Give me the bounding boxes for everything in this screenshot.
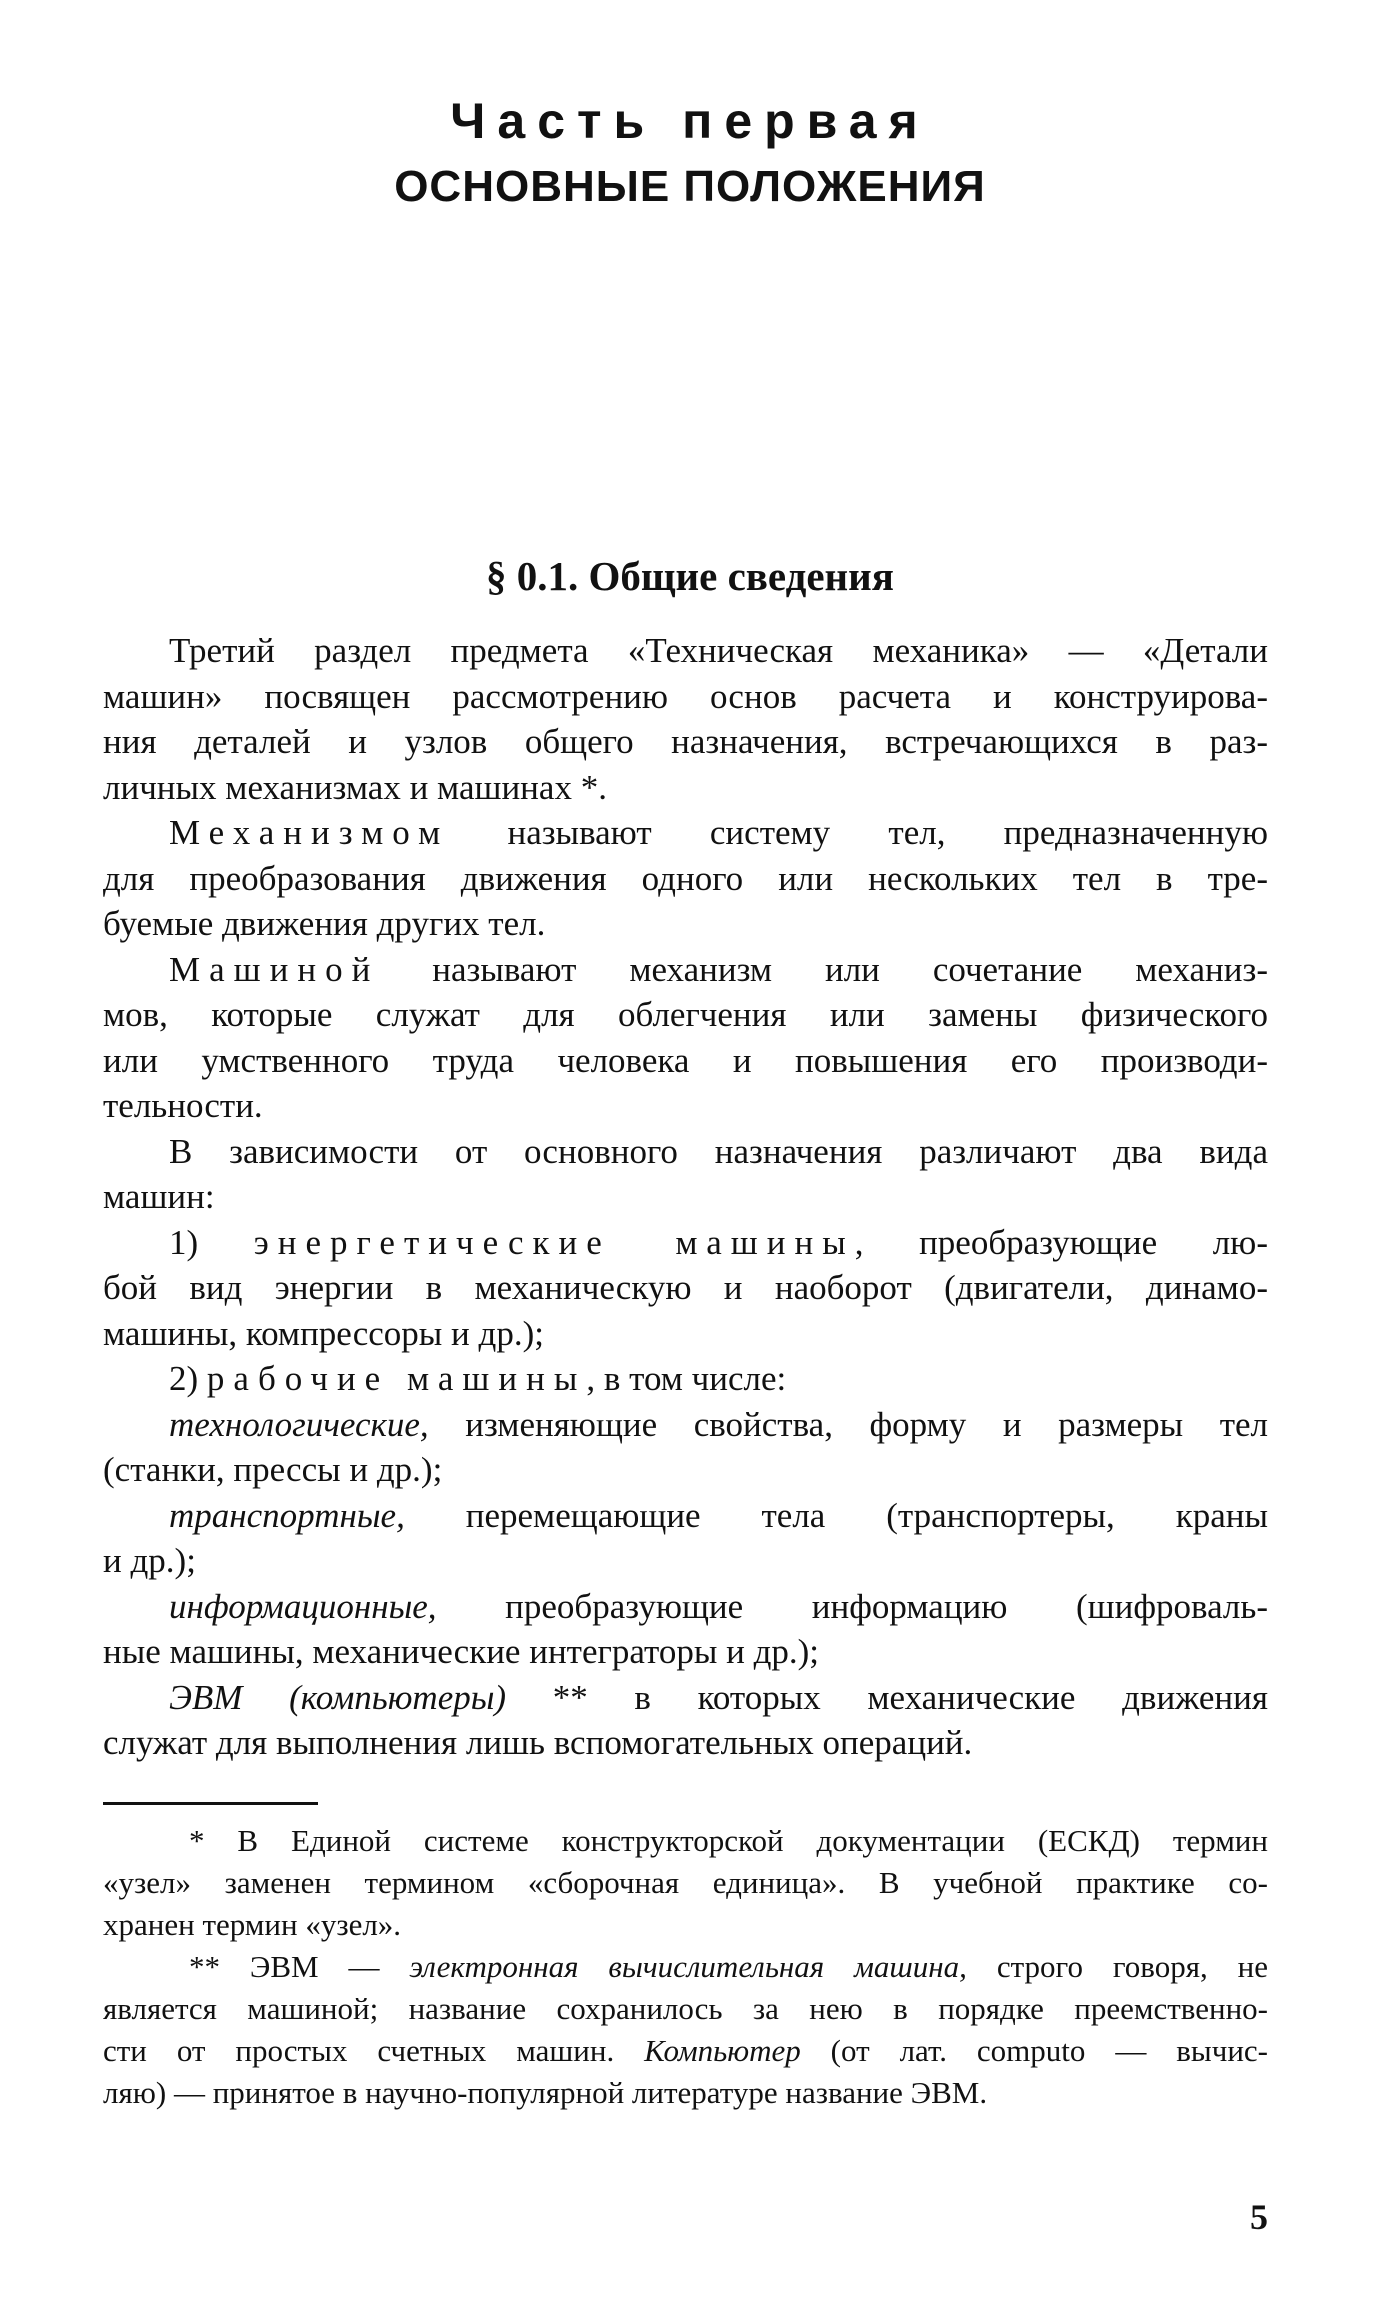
footnote-separator — [103, 1802, 318, 1805]
text-line: тельности. — [103, 1086, 263, 1125]
sublist-item-information — [103, 1584, 1268, 1675]
text-fragment: перемещающие тела (транспортеры, краны — [404, 1495, 1268, 1535]
footnote-line: ляю) — принятое в научно-популярной литературе название ЭВМ. — [103, 2075, 988, 2110]
text-line: (станки, прессы и др.); — [103, 1450, 443, 1489]
text-line: машин» посвящен рассмотрению основ расчета и конструирова- — [103, 676, 1268, 716]
text-line: мов, которые служат для облегчения или замены физического — [103, 995, 1268, 1034]
text-line: Третий раздел предмета «Техническая механика» — «Детали — [169, 631, 1268, 670]
sublist-item-computers — [103, 1675, 1268, 1766]
text-line — [103, 947, 1268, 993]
paragraph-machine-definition — [103, 947, 1268, 1129]
section-title: § 0.1. Общие сведения — [486, 553, 894, 599]
text-fragment: , в том числе: — [586, 1359, 787, 1398]
footnote-line — [103, 1946, 1268, 1988]
term-evm-expansion: электронная вычислительная машина, — [409, 1949, 967, 1984]
text-line: ные машины, механические интеграторы и др.); — [103, 1632, 820, 1671]
term-mechanism: Механизмом — [169, 813, 450, 852]
text-fragment: ** ЭВМ — — [189, 1949, 410, 1984]
term-working-machines: рабочие машины — [206, 1359, 587, 1398]
footnote-line: «узел» заменен термином «сборочная единица». В учебной практике со- — [103, 1865, 1268, 1900]
footnote-1 — [103, 1820, 1268, 1946]
term-machine: Машиной — [169, 949, 380, 989]
page-number: 5 — [1250, 2197, 1268, 2237]
footnote-line: является машиной; название сохранилось за нею в порядке преемственно- — [103, 1991, 1268, 2026]
footnote-line: хранен термин «узел». — [103, 1907, 402, 1942]
text-fragment: строго говоря, не — [966, 1949, 1268, 1984]
footnotes — [103, 1820, 1268, 2114]
sublist-item-technological — [103, 1402, 1268, 1493]
text-line: личных механизмах и машинах *. — [103, 767, 607, 807]
paragraph-types-intro — [103, 1129, 1268, 1220]
text-line: и др.); — [103, 1541, 196, 1580]
list-item-energy-machines — [103, 1220, 1268, 1357]
term-energy-machines: энергетические машины — [253, 1222, 855, 1262]
text-fragment: ** в которых механические движения — [506, 1677, 1268, 1717]
text-fragment: , преобразующие лю- — [854, 1222, 1268, 1262]
text-line: машины, компрессоры и др.); — [103, 1313, 544, 1353]
term-computers: ЭВМ (компьютеры) — [169, 1677, 507, 1717]
text-line — [103, 1402, 1268, 1448]
text-fragment: изменяющие свойства, форму и размеры тел — [428, 1404, 1268, 1444]
text-line: для преобразования движения одного или нескольких тел в тре- — [103, 858, 1268, 898]
list-item-working-machines — [103, 1356, 1268, 1402]
text-line — [103, 1356, 1268, 1402]
text-fragment: называют систему тел, предназначенную — [449, 813, 1268, 852]
part-title: Часть первая — [450, 93, 930, 149]
text-fragment: (от лат. computo — вычис- — [800, 2033, 1268, 2068]
footnote-2 — [103, 1946, 1268, 2114]
text-line: ния деталей и узлов общего назначения, встречающихся в раз- — [103, 722, 1268, 761]
paragraph-intro — [103, 628, 1268, 810]
footnote-line: * В Единой системе конструкторской документации (ЕСКД) термин — [189, 1823, 1268, 1858]
text-line — [103, 1675, 1268, 1721]
term-technological: технологические, — [169, 1404, 429, 1444]
body-text — [103, 628, 1268, 1766]
text-line: или умственного труда человека и повышения его производи- — [103, 1040, 1268, 1080]
text-fragment: сти от простых счетных машин. — [103, 2033, 645, 2068]
text-line: В зависимости от основного назначения различают два вида — [169, 1131, 1268, 1171]
sublist-item-transport — [103, 1493, 1268, 1584]
term-computer: Компьютер — [644, 2033, 801, 2068]
text-line: служат для выполнения лишь вспомогательных операций. — [103, 1723, 973, 1762]
text-line: машин: — [103, 1177, 215, 1216]
term-transport: транспортные, — [169, 1495, 405, 1535]
term-information: информационные, — [169, 1586, 437, 1626]
text-fragment: преобразующие информацию (шифроваль- — [436, 1586, 1268, 1626]
text-line — [103, 1220, 1268, 1266]
text-line — [103, 810, 1268, 856]
text-line: буемые движения других тел. — [103, 904, 546, 943]
text-line — [103, 1584, 1268, 1630]
list-number: 2) — [169, 1359, 207, 1398]
text-line: бой вид энергии в механическую и наоборот (двигатели, динамо- — [103, 1268, 1268, 1307]
list-number: 1) — [169, 1222, 254, 1262]
text-line — [103, 1493, 1268, 1539]
footnote-line — [103, 2030, 1268, 2072]
text-fragment: называют механизм или сочетание механиз- — [379, 949, 1268, 989]
paragraph-mechanism-definition — [103, 810, 1268, 947]
part-subtitle: ОСНОВНЫЕ ПОЛОЖЕНИЯ — [394, 162, 986, 211]
